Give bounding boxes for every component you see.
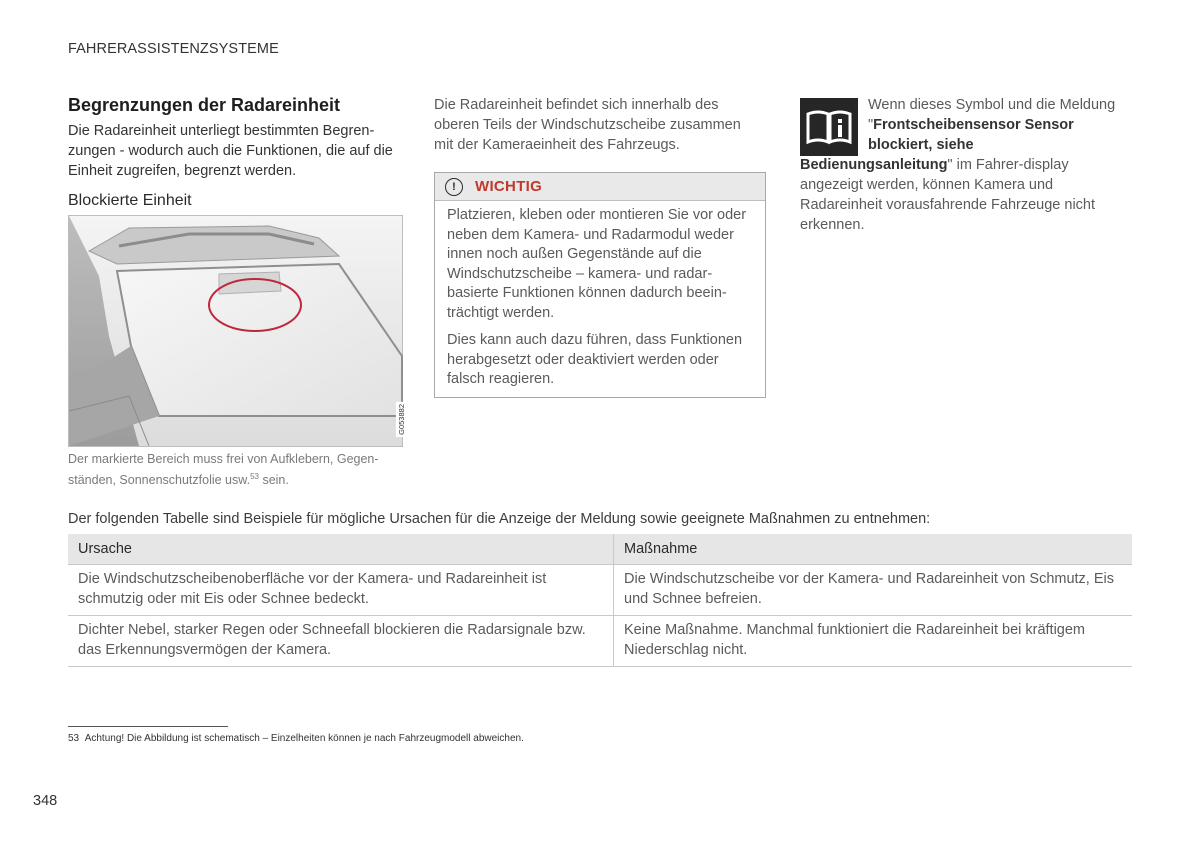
table-cell-action: Die Windschutzscheibe vor der Kamera- und Radareinheit von Schmutz, Eis und Schnee befreien. xyxy=(614,565,1133,616)
car-windshield-drawing xyxy=(69,216,402,446)
table-cell-cause: Dichter Nebel, starker Regen oder Schneefall blockieren die Radarsignale bzw. das Erkennungsvermögen der Kamera. xyxy=(68,616,614,667)
table-cell-cause: Die Windschutzscheibenoberfläche vor der Kamera- und Radareinheit ist schmutzig oder mit Eis oder Schnee bedeckt. xyxy=(68,565,614,616)
display-message: Frontscheibensensor Sensor blockiert, siehe Bedienungsanleitung xyxy=(800,117,1074,173)
manual-book-icon xyxy=(800,98,858,156)
footnote xyxy=(68,733,524,744)
symbol-text-before: Wenn dieses Symbol und die Meldung " xyxy=(868,97,1116,133)
column-header-action: Maßnahme xyxy=(614,534,1133,565)
causes-table xyxy=(68,534,1132,667)
intro-paragraph: Die Radareinheit unterliegt bestimmten Begren-zungen - wodurch auch die Funktionen, die auf die Einheit zugreifen, begrenzt werden. xyxy=(68,123,393,179)
footnote-number: 53 xyxy=(68,733,80,744)
table-header-row xyxy=(68,534,1132,565)
table-cell-action: Keine Maßnahme. Manchmal funktioniert die Radareinheit bei kräftigem Niederschlag nicht. xyxy=(614,616,1133,667)
caption-end: sein. xyxy=(258,473,289,488)
symbol-text-after: " im Fahrer-display angezeigt werden, können Kamera und Radareinheit vorausfahrende Fahrzeuge nicht erkennen. xyxy=(800,157,1096,233)
table-row xyxy=(68,616,1132,667)
section-heading: Begrenzungen der Radareinheit xyxy=(68,95,341,115)
footnote-divider xyxy=(68,726,228,727)
warning-body xyxy=(435,201,765,390)
column-header-cause: Ursache xyxy=(68,534,614,565)
caption-text: Der markierte Bereich muss frei von Aufklebern, Gegen-ständen, Sonnenschutzfolie usw. xyxy=(68,452,379,488)
radar-location-text: Die Radareinheit befindet sich innerhalb des oberen Teils der Windschutzscheibe zusammen mit der Kameraeinheit des Fahrzeugs. xyxy=(434,97,741,153)
warning-title: WICHTIG xyxy=(475,178,543,195)
table-row xyxy=(68,565,1132,616)
figure-caption xyxy=(68,450,402,489)
table-intro: Der folgenden Tabelle sind Beispiele für mögliche Ursachen für die Anzeige der Meldung sowie geeignete Maßnahmen zu entnehmen: xyxy=(68,511,931,527)
section-header: FAHRERASSISTENZSYSTEME xyxy=(68,41,279,57)
warning-paragraph: Platzieren, kleben oder montieren Sie vor oder neben dem Kamera- und Radarmodul weder innen noch außen Gegenstände auf die Windschutzscheibe – kamera- und radar-basierte Funktionen können dadurch beein-trächtigt werden. xyxy=(447,207,747,321)
footnote-ref: 53 xyxy=(250,472,259,481)
figure-code: G053882 xyxy=(397,404,406,435)
warning-box xyxy=(434,172,766,398)
exclamation-icon: ! xyxy=(445,178,463,196)
footnote-text: Achtung! Die Abbildung ist schematisch – Einzelheiten können je nach Fahrzeugmodell abweichen. xyxy=(84,733,524,744)
warning-header xyxy=(435,173,765,201)
warning-paragraph: Dies kann auch dazu führen, dass Funktionen herabgesetzt oder deaktiviert werden oder falsch reagieren. xyxy=(447,332,743,387)
windshield-illustration xyxy=(68,215,406,447)
subheading: Blockierte Einheit xyxy=(68,192,192,209)
page-number: 348 xyxy=(33,793,58,809)
